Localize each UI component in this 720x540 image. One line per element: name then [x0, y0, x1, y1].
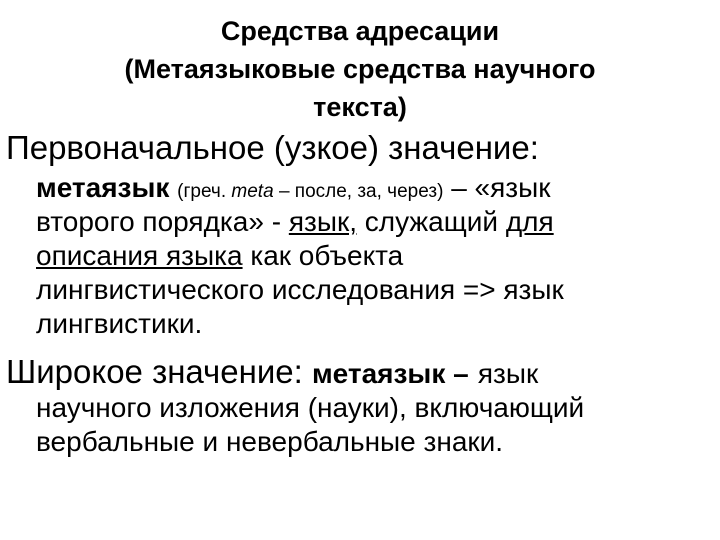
wide-term-metalanguage: метаязык –: [311, 358, 469, 389]
definition-second-order: второго порядка» -: [36, 206, 282, 237]
wide-definition-start: язык: [477, 358, 539, 389]
narrow-definition-line-3: [36, 239, 403, 273]
narrow-definition-line-1: [36, 171, 551, 209]
title-line-1: Средства адресации: [220, 16, 500, 46]
link-language-description[interactable]: описания языка: [36, 240, 243, 271]
term-metalanguage: метаязык: [36, 172, 170, 203]
title-line-3: текста): [313, 92, 407, 122]
title-line-2: (Метаязыковые средства научного: [124, 54, 596, 84]
wide-heading-label: Широкое значение:: [6, 353, 303, 390]
link-for[interactable]: для: [505, 206, 554, 237]
wide-meaning-heading: [6, 352, 538, 394]
narrow-definition-line-4: лингвистического исследования => язык: [36, 274, 564, 305]
narrow-definition-line-5: лингвистики.: [36, 308, 203, 339]
wide-definition-line-2: научного изложения (науки), включающий: [36, 392, 585, 423]
wide-definition-line-3: вербальные и невербальные знаки.: [36, 426, 504, 457]
etymology-prefix: (греч.: [177, 181, 227, 202]
narrow-meaning-heading: Первоначальное (узкое) значение:: [6, 129, 539, 166]
definition-serving: служащий: [364, 206, 499, 237]
definition-start: – «язык: [451, 172, 551, 203]
slide-title: [40, 12, 680, 126]
etymology: [177, 181, 443, 202]
etymology-rest: – после, за, через): [278, 181, 444, 202]
narrow-definition-line-2: [36, 205, 554, 239]
etymology-meta: meta: [231, 181, 274, 202]
link-language[interactable]: язык,: [288, 206, 357, 237]
definition-as-object: как объекта: [250, 240, 404, 271]
